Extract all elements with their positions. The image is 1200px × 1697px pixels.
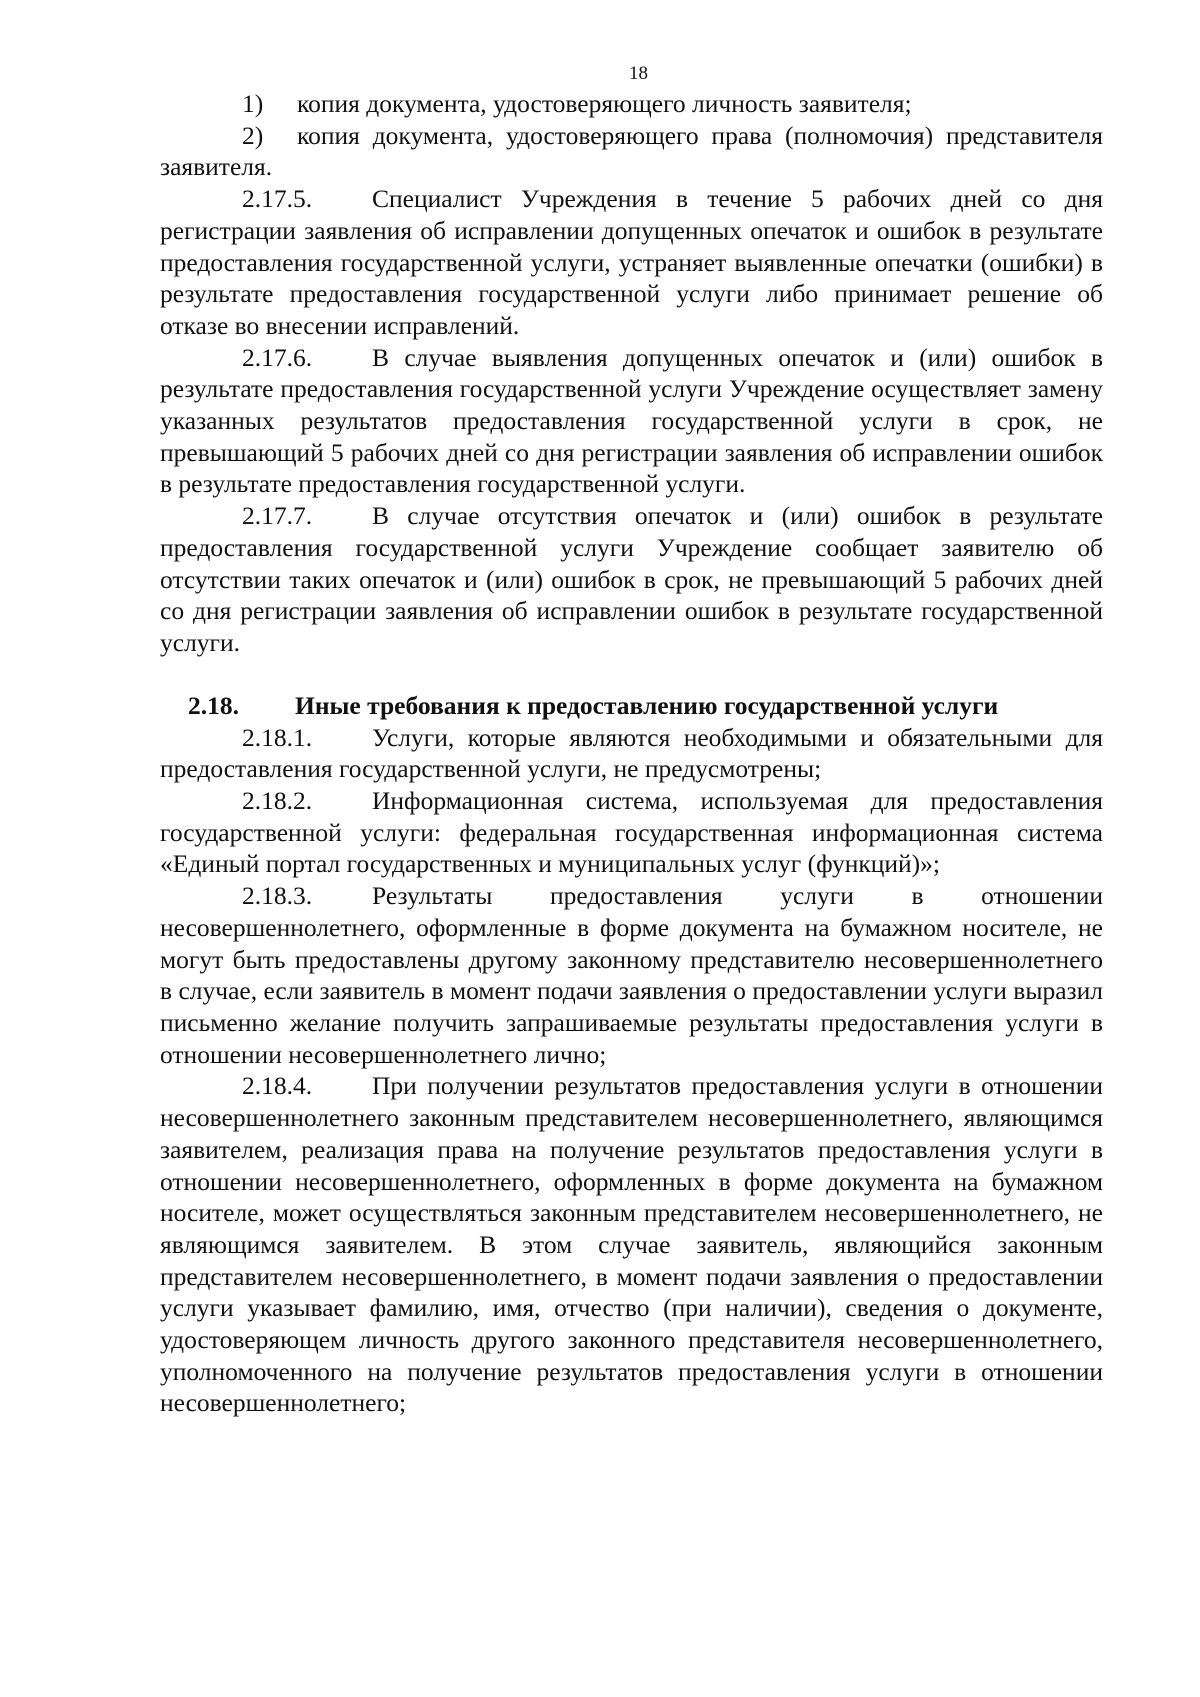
- clause-number: 2.17.5.: [242, 184, 313, 214]
- clause-number: 2.17.6.: [242, 342, 313, 372]
- clause-2-18-1: [160, 722, 1103, 785]
- clause-2-18-4: [160, 1070, 1103, 1419]
- clause-text: В случае отсутствия опечаток и (или) ошибок в результате предоставления государственной услуги Учреждение сообщает заявителю об отсутствии таких опечаток и (или) ошибок в срок, не превышающий 5 рабочих дней со дня регистрации заявления об исправлении ошибок в результате государственной услуги.: [160, 501, 1103, 657]
- clause-number: 2.17.7.: [242, 501, 313, 531]
- list-item-2: [160, 120, 1103, 183]
- clause-2-18-3: [160, 880, 1103, 1070]
- clause-2-17-7: [160, 500, 1103, 659]
- section-title: Иные требования к предоставлению государственной услуги: [295, 690, 999, 720]
- clause-2-17-5: [160, 183, 1103, 342]
- section-heading-2-18: [160, 690, 1103, 722]
- list-item-text: копия документа, удостоверяющего права (полномочия) представителя заявителя.: [160, 120, 1103, 182]
- clause-number: 2.18.2.: [242, 786, 313, 816]
- list-item-number: 2): [242, 120, 264, 150]
- clause-text: При получении результатов предоставления услуги в отношении несовершеннолетнего законным представителем несовершеннолетнего, являющимся заявителем, реализация права на получение результатов предоставления услуги в отношении несовершеннолетнего, оформленных в форме документа на бумажном носителе, может осуществляться законным представителем несовершеннолетнего, не являющимся заявителем. В этом случае заявитель, являющийся законным представителем несовершеннолетнего, в момент подачи заявления о предоставлении услуги указывает фамилию, имя, отчество (при наличии), сведения о документе, удостоверяющем личность другого законного представителя несовершеннолетнего, уполномоченного на получение результатов предоставления услуги в отношении несовершеннолетнего;: [160, 1071, 1103, 1418]
- list-item-number: 1): [242, 89, 264, 118]
- list-item-text: копия документа, удостоверяющего личность заявителя;: [297, 89, 912, 118]
- page-number: 18: [629, 63, 648, 84]
- section-number: 2.18.: [188, 690, 239, 720]
- clause-2-18-2: [160, 785, 1103, 880]
- clause-text: Специалист Учреждения в течение 5 рабочих дней со дня регистрации заявления об исправлении допущенных опечаток и ошибок в результате предоставления государственной услуги, устраняет выявленные опечатки (ошибки) в результате предоставления государственной услуги либо принимает решение об отказе во внесении исправлений.: [160, 184, 1103, 340]
- clause-2-17-6: [160, 342, 1103, 501]
- document-page: [160, 60, 1103, 1419]
- list-item-1: [160, 88, 1103, 120]
- clause-text: Информационная система, используемая для предоставления государственной услуги: федеральная государственная информационная система «Единый портал государственных и муниципальных услуг (функций)»;: [160, 786, 1103, 879]
- clause-text: Результаты предоставления услуги в отношении несовершеннолетнего, оформленные в форме документа на бумажном носителе, не могут быть предоставлены другому законному представителю несовершеннолетнего в случае, если заявитель в момент подачи заявления о предоставлении услуги выразил письменно желание получить запрашиваемые результаты предоставления услуги в отношении несовершеннолетнего лично;: [160, 881, 1103, 1069]
- clause-number: 2.18.1.: [242, 722, 313, 752]
- clause-number: 2.18.4.: [242, 1071, 313, 1101]
- clause-text: В случае выявления допущенных опечаток и (или) ошибок в результате предоставления государственной услуги Учреждение осуществляет замену указанных результатов предоставления государственной услуги в срок, не превышающий 5 рабочих дней со дня регистрации заявления об исправлении ошибок в результате предоставления государственной услуги.: [160, 342, 1103, 499]
- clause-number: 2.18.3.: [242, 881, 313, 911]
- clause-text: Услуги, которые являются необходимыми и обязательными для предоставления государственной услуги, не предусмотрены;: [160, 722, 1103, 784]
